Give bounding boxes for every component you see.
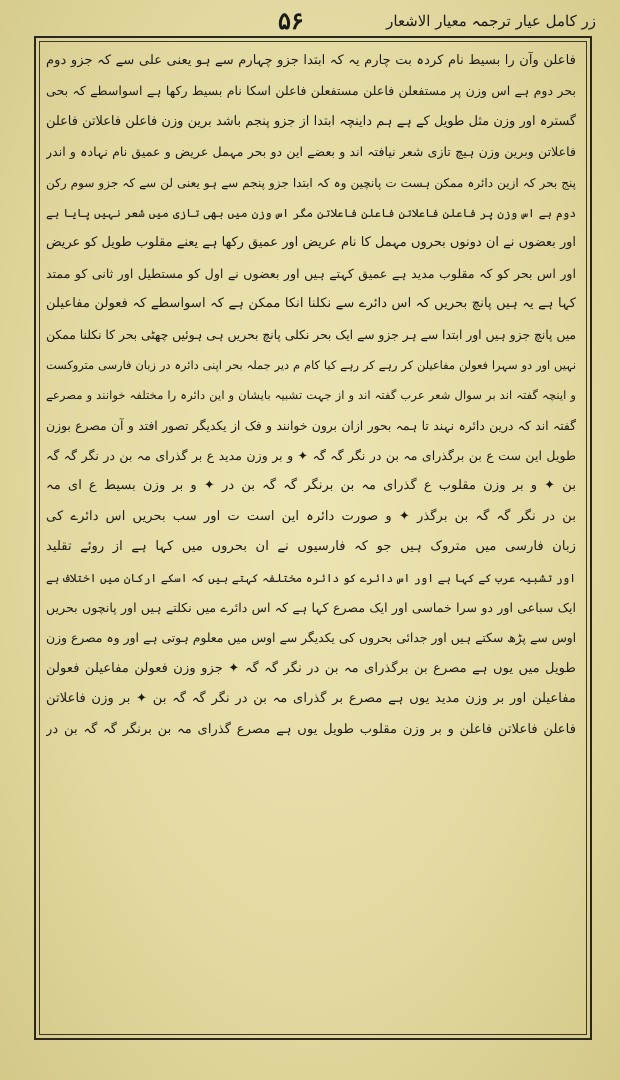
text-line: مفاعیلن اور بر وزن مدید یوں ہے مصرع بر گذرای مہ بن در نگر گہ گہ بن ✦ بر وزن فاعلاتن — [46, 691, 576, 707]
text-line: طویل میں یوں ہے مصرع بن برگذرای مہ بن در نگر گہ گہ ✦ جزو وزن فعولن مفاعیلن فعولن — [46, 660, 576, 676]
text-line: ایک سباعی اور دو سرا خماسی اور ایک مصرع کہا ہے کہ اس دائرے میں نکلتے ہیں اور پانچوں بحریں — [46, 600, 576, 616]
page-number: ۵۶ — [278, 6, 304, 35]
manuscript-body — [46, 46, 576, 1030]
text-line: بن در نگر گہ گہ بن برگذر ✦ و صورت دائرہ این است ت اور سب بحریں اس دائرے کی — [46, 508, 576, 524]
text-line: نہیں اور دو سہرا فعولن مفاعیلن کر رہے کر رہے کیا کام م دیر جملہ بحر اپنی دائرہ در زبان فارسی متروکست — [46, 357, 576, 372]
text-line: اور اس بحر کو کہ مقلوب مدید ہے عمیق کہتے ہیں اور بعضوں نے اول کو مستطیل اور ثانی کو ممتد — [46, 265, 576, 281]
text-line: دوم ہے اس وزن پر فاعلن فاعلاتن فاعلن فاعلاتن مگر اس وزن میں بھی تازی میں شعر نہیں پایا ہے — [46, 205, 576, 220]
text-line: کہا ہے یہ ہیں پانچ بحریں کہ اس دائرے سے نکلنا انکا ممکن ہے کہ اسواسطے کہ فعولن مفاعیلن — [46, 296, 576, 312]
text-line: پنج بحر کہ ازین دائرہ ممکن ہست ت پانچین وہ کہ ابتدا جزو پنجم سے ہو یعنی لن سے کہ جزو سوم رکن — [46, 175, 576, 190]
text-line: اور تشبیہ عرب کے کہا ہے اور اس دائرے کو دائرہ مختلفہ کہتے ہیں کہ اسکے ارکان میں اختلاف ہے — [46, 570, 576, 585]
text-line: گسترہ اور وزن مثل طویل کے ہے ہم داینچہ ابتدا از جزو پنجم باشد برین وزن فاعلن فاعلاتن فاعلن — [46, 113, 576, 129]
running-title: زر کامل عیار ترجمہ معیار الاشعار — [386, 12, 596, 30]
text-line: اوس سے پڑھ سکتے ہیں اور جدائی بحروں کی یکدیگر سے اوس میں معلوم ہوتی ہے اور وہ مصرع وزن — [46, 631, 576, 646]
text-line: میں پانچ جزو ہیں اور ابتدا سے ہر جزو سے ایک بحر نکلی پانچ بحریں ہی ہوئیں چھٹی بحر کا نکلنا ممکن — [46, 327, 576, 342]
text-line: فاعلن وآن را بسیط نام کردہ بت چارم یہ کہ ابتدا جزو چہارم سے ہو یعنی علی سے کہ جزو دوم — [46, 53, 576, 68]
text-line: گفتہ اند کہ درین دائرہ نہند تا ہمہ بحور ازان برون خوانند و فک از یکدیگر تصور افتد و آن مصرع بوزن — [46, 418, 576, 433]
text-line: و اینچہ گفتہ اند بر سوال شعر عرب گفتہ اند و از جہت تشبیہ بایشان و این دائرہ را مختلفہ خوانند و مصرعے — [46, 388, 576, 403]
text-line: طویل این ست ع بن برگذرای مہ بن در نگر گہ گہ ✦ و بر وزن مدید ع بر گذرای مہ بن در نگر گہ گہ — [46, 448, 576, 464]
text-line: زبان فارسی میں متروک ہیں جو کہ فارسیوں نے ان بحروں میں کہا ہے از روئے تقلید — [46, 539, 576, 555]
text-line: بحر دوم ہے اس وزن پر مستفعلن فاعلن مستفعلن فاعلن اسکا نام بسیط رکھا ہے اسواسطے کہ بحی — [46, 83, 576, 99]
text-line: فاعلن فاعلاتن فاعلن و بر وزن مقلوب طویل یوں ہے مصرع گذرای مہ بن برنگر گہ گہ بن در — [46, 721, 576, 737]
text-line: بن ✦ و بر وزن مقلوب ع گذرای مہ بن برنگر گہ گہ بن در ✦ و بر وزن بسیط ع ای مہ — [46, 478, 576, 494]
text-line: اور بعضوں نے ان دونوں بحروں مہمل کا نام عریض اور عمیق رکھا ہے یعنے مقلوب طویل کو عریض — [46, 235, 576, 251]
text-line: فاعلاتن وبرین وزن ہیچ تازی شعر نیافتہ اند و بعضے این دو بحر مہمل عریض و عمیق نام نہادہ و اندر — [46, 144, 576, 160]
page-header — [30, 6, 596, 36]
